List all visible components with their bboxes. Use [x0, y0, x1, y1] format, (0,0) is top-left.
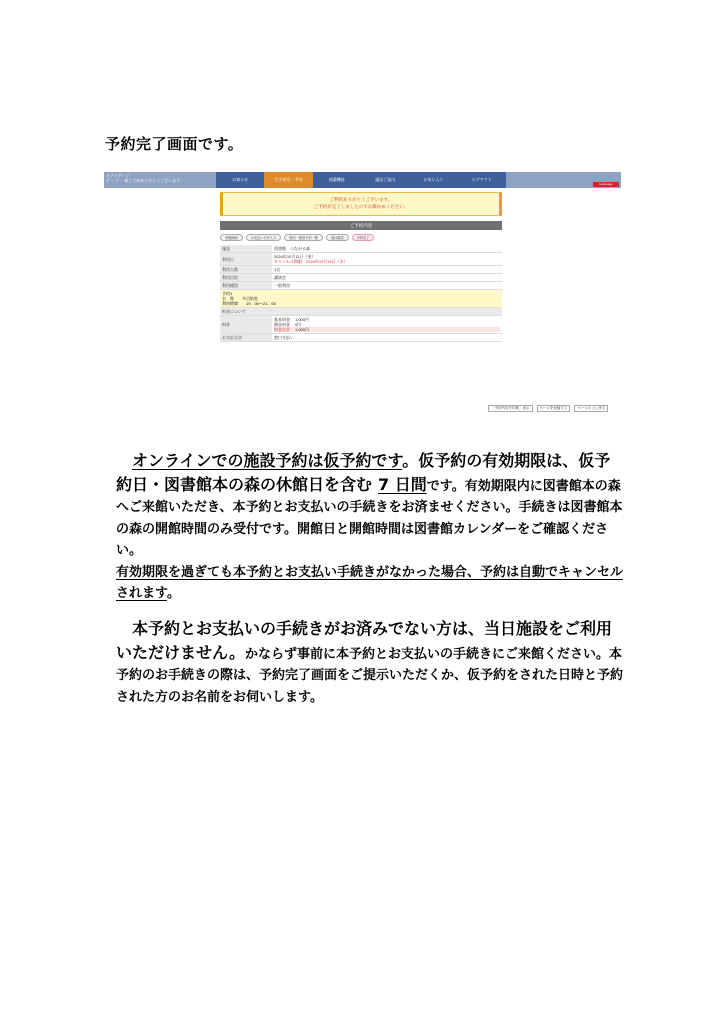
- user-line: ゲー ゲー 様ご予約ありがとうございます: [106, 178, 181, 183]
- same-day-notice: 本予約とお支払いの手続きがお済みでない方は、当日施設をご利用いただけません。: [116, 619, 613, 662]
- reservation-screenshot: [104, 172, 621, 404]
- room-label: 名 称: [222, 296, 234, 301]
- purpose-value: 講演会: [272, 274, 502, 282]
- table-row: [220, 334, 502, 342]
- date-value: 2024年10月11日（金）: [274, 254, 316, 259]
- favorite-link[interactable]: ページを登録する: [537, 405, 571, 412]
- reserve-cell: [220, 290, 502, 308]
- notice-line-2: ご予約が完了しましたのでお確かめください。: [313, 203, 409, 209]
- total-fee-value: 1,000円: [295, 327, 310, 332]
- date-cell: [272, 253, 502, 266]
- step-button-complete[interactable]: 予約完了: [352, 234, 375, 241]
- cancel-deadline: キャンセル期限：2024年10月10日（木）: [274, 259, 348, 264]
- facility-value: 図書館 つながる森: [272, 245, 502, 253]
- nav-item-reserve[interactable]: 空き照会・予約: [264, 172, 312, 188]
- procedure-text: 有効期限内に図書館本の森へご来館いただき、本予約とお支払いの手続きをお済ませください。手続きは図書館本の森の開館時間のみ受付です。開館日と開館時間は図書館カレンダーをご確認ください。: [116, 478, 623, 558]
- table-row: [220, 274, 502, 282]
- notice-paragraph-2: [116, 618, 624, 708]
- people-value: 1名: [272, 266, 502, 274]
- notice-line-1: ご利用ありがとうございます。: [329, 197, 393, 202]
- basic-fee-value: 1,000円: [295, 317, 310, 322]
- time-label: 利用時間: [222, 301, 238, 306]
- time-value: 19：00〜21：00: [246, 301, 276, 306]
- nav-item-favorite[interactable]: お気に入り: [423, 177, 444, 182]
- table-row: [220, 282, 502, 290]
- fee-label: 料金: [220, 316, 272, 334]
- total-fee-line: [274, 327, 500, 332]
- step-buttons: [220, 234, 374, 242]
- step-button-payment[interactable]: お支払い方法入力: [246, 234, 282, 241]
- site-info: [106, 173, 180, 183]
- print-button[interactable]: 「予約内容を印刷」表示: [488, 405, 533, 412]
- page-top-link[interactable]: ページの上に戻る: [574, 405, 608, 412]
- table-row: [220, 316, 502, 334]
- nav-item-lottery[interactable]: 抽選機能: [328, 177, 345, 182]
- purpose-label: 利用目的: [220, 274, 272, 282]
- validity-end: です。: [426, 478, 465, 494]
- date-label: 利用日: [220, 253, 272, 266]
- room-value: 多目的室: [242, 296, 258, 301]
- reservation-box-title: ご予約内容: [220, 221, 502, 230]
- table-row: [220, 290, 502, 308]
- facility-label: 施設: [220, 245, 272, 253]
- reservation-table: [220, 245, 502, 342]
- validity-days: 7 日間: [378, 474, 427, 494]
- type-value: 一般利用: [272, 282, 502, 290]
- provisional-notice: オンラインでの施設予約は仮予約です: [132, 451, 403, 470]
- language-button[interactable]: Language: [593, 182, 619, 187]
- site-name: ヒアルテージ: [106, 173, 130, 178]
- top-bar: [104, 172, 621, 188]
- table-row: [220, 266, 502, 274]
- payment-label: お支払方法: [220, 334, 272, 342]
- people-label: 利用人数: [220, 266, 272, 274]
- step-button-confirm[interactable]: 項目確認: [326, 234, 349, 241]
- table-row: [220, 245, 502, 253]
- page-heading: 予約完了画面です。: [105, 135, 244, 153]
- fee-about: 料金について: [220, 308, 502, 316]
- completion-notice: [220, 192, 502, 216]
- nav-item-news[interactable]: お知らせ: [232, 177, 249, 182]
- footer-links: [488, 405, 608, 412]
- extra-fee-label: 備品料金: [274, 322, 290, 327]
- auto-cancel-text: 有効期限を過ぎても本予約とお支払い手続きがなかった場合、予約は自動でキャンセルされます: [116, 564, 624, 601]
- main-nav: [216, 172, 506, 188]
- basic-fee-label: 基本料金: [274, 317, 290, 322]
- visit-instruction: かならず事前に本予約とお支払いの手続きにご来館ください。本予約のお手続きの際は、予約完了画面をご提示いただくか、仮予約をされた日時と予約された方のお名前をお伺いします。: [116, 646, 624, 705]
- step-button-initial[interactable]: 初期画面: [220, 234, 243, 241]
- nav-item-facility[interactable]: 施設ご案内: [375, 177, 396, 182]
- notice-paragraph-1: [116, 450, 624, 605]
- nav-item-logout[interactable]: ログアウト: [471, 177, 492, 182]
- table-row: [220, 253, 502, 266]
- auto-cancel-end: 。: [166, 586, 180, 601]
- fee-cell: [272, 316, 502, 334]
- reserve-label: 予約1: [222, 291, 233, 296]
- table-row: [220, 308, 502, 316]
- validity-text: 。仮予約の有効期限は、仮予約日・図書館本の森の休館日を含む: [116, 451, 611, 494]
- payment-value: 窓口支払い: [272, 334, 502, 342]
- step-button-list[interactable]: 宿泊・施設予約一覧: [284, 234, 323, 241]
- time-line: [222, 301, 500, 306]
- type-label: 利用種別: [220, 282, 272, 290]
- extra-fee-value: 0円: [295, 322, 302, 327]
- total-fee-label: 料金合計: [274, 327, 290, 332]
